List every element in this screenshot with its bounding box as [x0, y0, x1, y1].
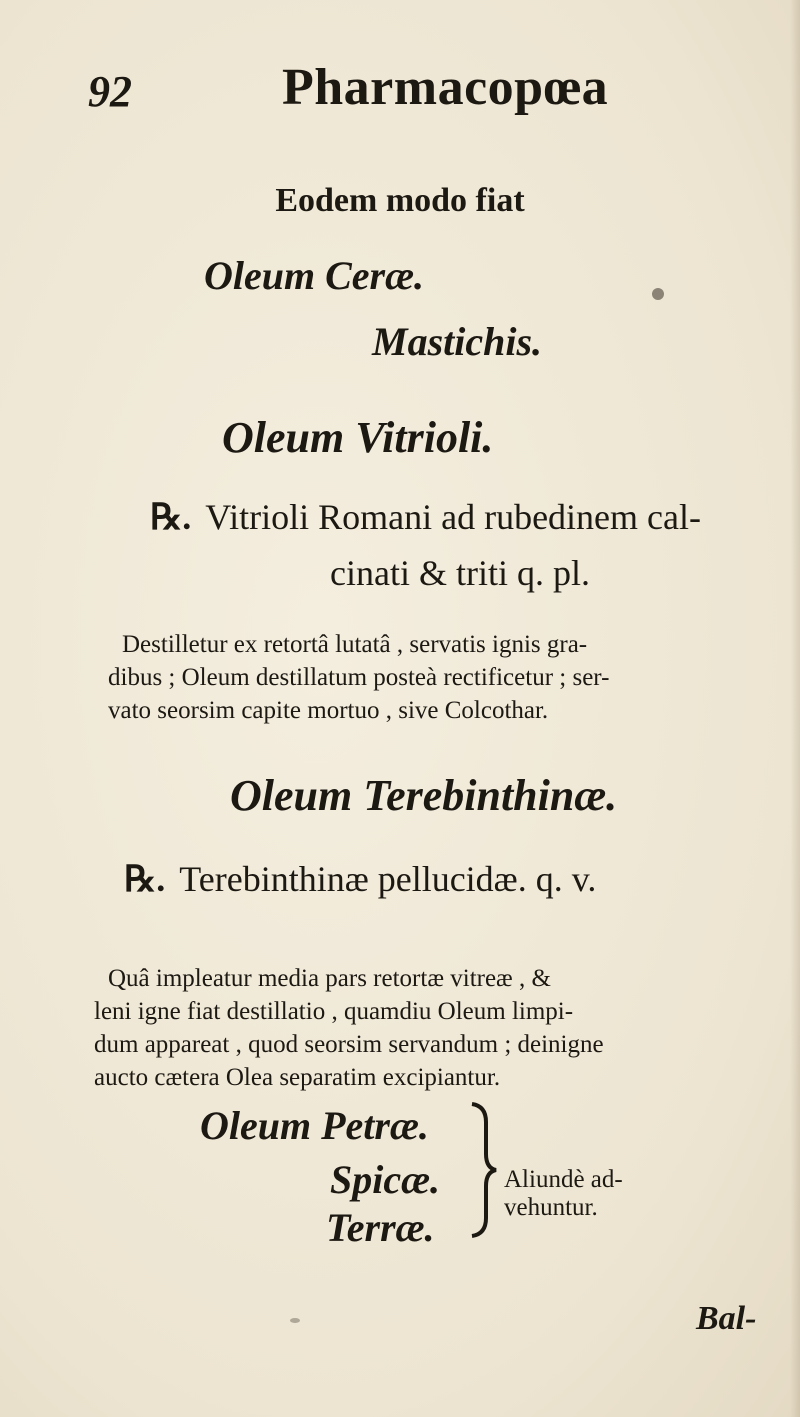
heading-oleum-petrae: Oleum Petræ. — [200, 1103, 429, 1148]
note-line: Aliundè ad- — [504, 1166, 623, 1193]
paragraph-line: Destilletur ex retortâ lutatâ , servatis ignis gra- — [122, 631, 588, 658]
paragraph-vitrioli — [108, 628, 768, 727]
recipe-symbol: ℞. — [150, 497, 192, 537]
aliunde-note — [504, 1166, 623, 1222]
ink-spot — [290, 1318, 300, 1323]
heading-spicae: Spicæ. — [330, 1157, 440, 1202]
running-title: Pharmacopœa — [282, 59, 609, 116]
paragraph-line: dum appareat , quod seorsim servandum ; deinigne — [94, 1031, 604, 1058]
heading-terrae: Terræ. — [326, 1205, 435, 1250]
recipe-terebinthinae — [124, 858, 596, 900]
recipe-symbol: ℞. — [124, 859, 166, 899]
paragraph-line: dibus ; Oleum destillatum posteà rectificetur ; ser- — [108, 664, 610, 691]
page-edge-shadow — [790, 0, 800, 1417]
page-number: 92 — [88, 67, 132, 116]
ink-spot — [652, 288, 664, 300]
paragraph-line: aucto cætera Olea separatim excipiantur. — [94, 1064, 501, 1091]
heading-oleum-cerae: Oleum Ceræ. — [204, 253, 424, 298]
curly-brace-icon — [466, 1100, 500, 1240]
catchword: Bal- — [696, 1300, 757, 1337]
paragraph-line: leni igne fiat destillatio , quamdiu Oleum limpi- — [94, 998, 574, 1025]
note-line: vehuntur. — [504, 1194, 598, 1221]
heading-oleum-vitrioli: Oleum Vitrioli. — [222, 413, 494, 462]
heading-masticis: Mastichis. — [372, 319, 543, 364]
recipe-vitrioli-line-1 — [150, 496, 701, 538]
paragraph-terebinthinae — [94, 962, 604, 1094]
paragraph-line: Quâ impleatur media pars retortæ vitreæ , & — [108, 965, 551, 992]
recipe-text: Vitrioli Romani ad rubedinem cal- — [205, 497, 701, 537]
subheading: Eodem modo fiat — [275, 182, 525, 219]
recipe-vitrioli-line-2: cinati & triti q. pl. — [330, 553, 590, 593]
recipe-text: Terebinthinæ pellucidæ. q. v. — [179, 859, 597, 899]
paragraph-line: vato seorsim capite mortuo , sive Colcothar. — [108, 697, 549, 724]
heading-oleum-terebinthinae: Oleum Terebinthinæ. — [230, 771, 618, 820]
